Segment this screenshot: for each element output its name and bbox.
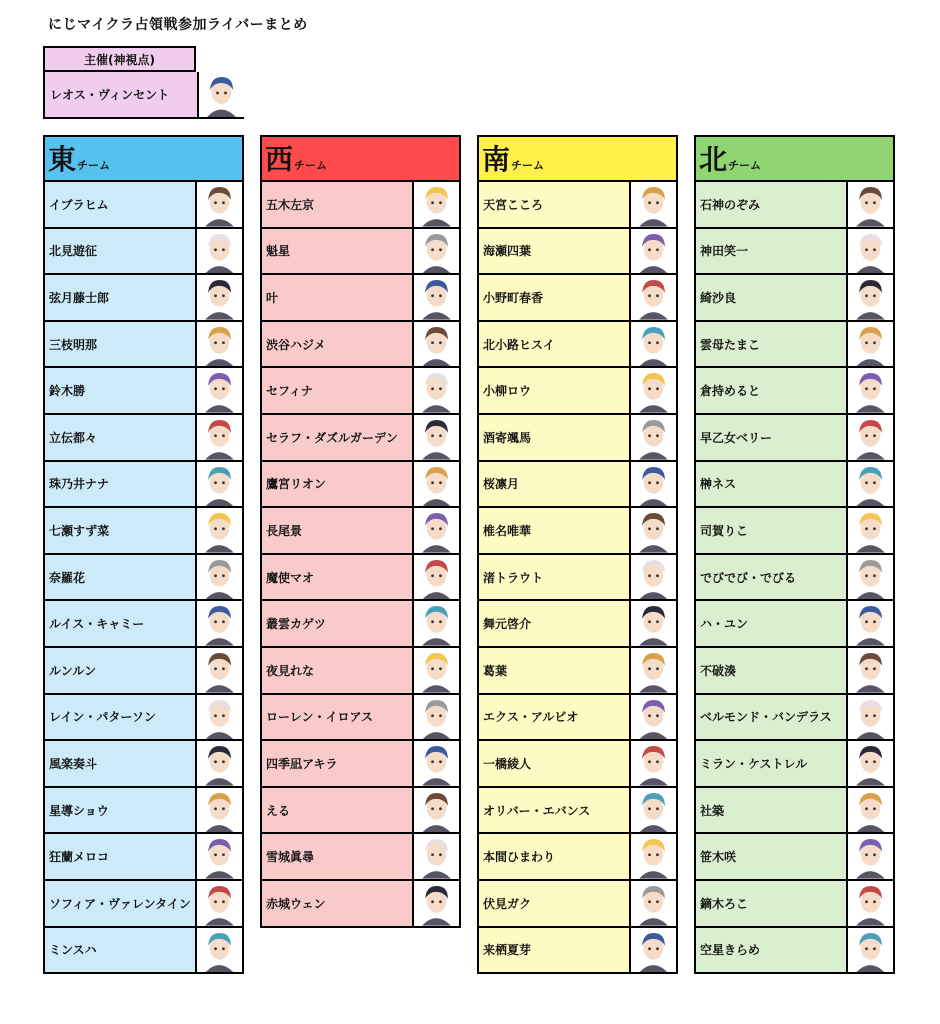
avatar [195, 182, 242, 227]
portrait-image [197, 555, 242, 600]
member-row [694, 229, 895, 276]
portrait-image [631, 881, 676, 926]
member-name: セラフ・ダズルガーデン [266, 430, 398, 445]
member-row [260, 555, 461, 602]
portrait-image [197, 695, 242, 740]
portrait-image [848, 322, 893, 367]
member-row [260, 322, 461, 369]
member-row [477, 508, 678, 555]
team-suffix: チーム [294, 159, 328, 172]
member-row [43, 508, 244, 555]
member-row [43, 368, 244, 415]
avatar [846, 462, 893, 507]
team-column [694, 135, 895, 974]
portrait-image [414, 695, 459, 740]
member-name: 雪城眞尋 [266, 850, 315, 865]
member-row [694, 462, 895, 509]
avatar [412, 229, 459, 274]
member-name: 狂蘭メロコ [49, 850, 110, 865]
member-name: ルイス・キャミー [49, 617, 145, 632]
member-name: 星導ショウ [49, 803, 109, 818]
portrait-image [197, 322, 242, 367]
avatar [629, 834, 676, 879]
member-name: 叢雲カゲツ [266, 617, 326, 632]
portrait-image [631, 788, 676, 833]
team-column [43, 135, 244, 974]
member-row [477, 555, 678, 602]
member-name: 石神のぞみ [700, 197, 761, 212]
member-row [43, 648, 244, 695]
member-row [694, 741, 895, 788]
avatar [195, 695, 242, 740]
avatar [195, 368, 242, 413]
avatar [846, 928, 893, 973]
avatar [195, 648, 242, 693]
member-name: ベルモンド・バンデラス [700, 710, 832, 725]
avatar [412, 741, 459, 786]
member-row [477, 648, 678, 695]
avatar [195, 462, 242, 507]
avatar [412, 275, 459, 320]
member-row [477, 695, 678, 742]
portrait-image [848, 881, 893, 926]
member-row [694, 881, 895, 928]
portrait-image [414, 415, 459, 460]
avatar [195, 508, 242, 553]
portrait-image [414, 555, 459, 600]
avatar [412, 834, 459, 879]
member-name: イブラヒム [49, 197, 109, 212]
portrait-image [631, 322, 676, 367]
member-name: 神田笑一 [700, 244, 749, 259]
avatar [629, 555, 676, 600]
member-row [43, 695, 244, 742]
avatar [846, 555, 893, 600]
member-row [694, 322, 895, 369]
avatar [195, 788, 242, 833]
avatar [195, 741, 242, 786]
member-name: 北見遊征 [49, 244, 98, 259]
member-name: ローレン・イロアス [266, 710, 373, 725]
portrait-image [631, 508, 676, 553]
member-row [477, 322, 678, 369]
portrait-image [631, 462, 676, 507]
portrait-image [631, 415, 676, 460]
member-row [260, 648, 461, 695]
avatar [846, 182, 893, 227]
member-name: 笹木咲 [700, 850, 737, 865]
portrait-image [197, 788, 242, 833]
avatar [195, 601, 242, 646]
member-name: 珠乃井ナナ [49, 477, 110, 492]
team-header [694, 135, 895, 182]
avatar [195, 881, 242, 926]
avatar [629, 182, 676, 227]
portrait-image [414, 741, 459, 786]
member-row [477, 462, 678, 509]
avatar [846, 834, 893, 879]
portrait-image [197, 182, 242, 227]
member-row [694, 834, 895, 881]
member-row [694, 601, 895, 648]
member-name: 空星きらめ [700, 943, 761, 958]
member-row [43, 601, 244, 648]
member-row [260, 834, 461, 881]
portrait-image [631, 834, 676, 879]
member-row [694, 182, 895, 229]
member-row [477, 741, 678, 788]
member-name: 小柳ロウ [483, 384, 532, 399]
member-name: ルンルン [49, 663, 97, 678]
avatar [629, 741, 676, 786]
portrait-image [414, 462, 459, 507]
member-name: 桜凛月 [483, 477, 520, 492]
member-name: 来栖夏芽 [483, 943, 532, 958]
avatar [412, 508, 459, 553]
member-row [694, 508, 895, 555]
member-row [694, 928, 895, 975]
host-row [43, 72, 244, 119]
avatar [629, 462, 676, 507]
member-name: 渋谷ハジメ [266, 337, 326, 352]
member-name: 小野町春香 [483, 290, 544, 305]
avatar [195, 555, 242, 600]
member-name: 雲母たまこ [700, 337, 761, 352]
member-name: 立伝都々 [49, 430, 98, 445]
avatar [412, 601, 459, 646]
host-header: 主催(神視点) [43, 46, 196, 72]
portrait-image [199, 72, 244, 117]
portrait-image [848, 229, 893, 274]
member-row [260, 508, 461, 555]
avatar [195, 275, 242, 320]
member-row [477, 368, 678, 415]
avatar [412, 695, 459, 740]
portrait-image [848, 834, 893, 879]
portrait-image [197, 462, 242, 507]
member-row [43, 741, 244, 788]
portrait-image [197, 648, 242, 693]
member-name: 五木左京 [266, 197, 315, 212]
member-name: 七瀬すず菜 [49, 523, 110, 538]
avatar [412, 462, 459, 507]
member-row [260, 415, 461, 462]
member-name: ミンスハ [49, 943, 97, 958]
avatar [195, 322, 242, 367]
member-name: 叶 [266, 290, 279, 305]
portrait-image [414, 275, 459, 320]
portrait-image [414, 182, 459, 227]
avatar [629, 928, 676, 973]
member-row [260, 881, 461, 928]
member-row [260, 275, 461, 322]
portrait-image [414, 834, 459, 879]
member-name: 弦月藤士郎 [49, 290, 110, 305]
avatar [412, 788, 459, 833]
avatar [629, 788, 676, 833]
member-name: 舞元啓介 [483, 617, 532, 632]
member-name: 本間ひまわり [483, 850, 556, 865]
member-row [43, 229, 244, 276]
portrait-image [631, 695, 676, 740]
portrait-image [414, 322, 459, 367]
host-name: レオス・ヴィンセント [50, 88, 170, 102]
portrait-image [848, 601, 893, 646]
member-row [260, 368, 461, 415]
member-row [694, 275, 895, 322]
portrait-image [197, 275, 242, 320]
member-name: オリバー・エバンス [483, 803, 591, 818]
avatar [629, 322, 676, 367]
portrait-image [848, 788, 893, 833]
avatar [412, 182, 459, 227]
member-name: える [266, 803, 291, 818]
portrait-image [848, 368, 893, 413]
member-row [477, 881, 678, 928]
avatar [197, 72, 244, 117]
portrait-image [414, 229, 459, 274]
member-name: セフィナ [266, 384, 314, 399]
member-name: 北小路ヒスイ [483, 337, 555, 352]
member-name: 伏見ガク [483, 896, 532, 911]
avatar [412, 368, 459, 413]
avatar [629, 415, 676, 460]
portrait-image [197, 229, 242, 274]
member-row [43, 555, 244, 602]
member-name: 奈羅花 [49, 570, 86, 585]
team-header [43, 135, 244, 182]
member-name: 鏑木ろこ [700, 896, 749, 911]
avatar [412, 555, 459, 600]
member-row [477, 229, 678, 276]
member-row [43, 462, 244, 509]
member-row [260, 601, 461, 648]
member-row [477, 788, 678, 835]
member-name: 綺沙良 [700, 290, 737, 305]
member-name: 海瀬四葉 [483, 244, 532, 259]
portrait-image [197, 881, 242, 926]
member-row [43, 788, 244, 835]
avatar [846, 788, 893, 833]
member-name: 天宮こころ [483, 197, 544, 212]
portrait-image [197, 928, 242, 973]
portrait-image [197, 601, 242, 646]
portrait-image [197, 741, 242, 786]
team-suffix: チーム [511, 159, 545, 172]
member-name: 一橋綾人 [483, 756, 532, 771]
team-suffix: チーム [77, 159, 111, 172]
portrait-image [414, 601, 459, 646]
member-row [477, 415, 678, 462]
member-row [260, 741, 461, 788]
portrait-image [414, 648, 459, 693]
avatar [846, 368, 893, 413]
member-row [43, 928, 244, 975]
avatar [846, 415, 893, 460]
portrait-image [414, 508, 459, 553]
portrait-image [414, 881, 459, 926]
member-row [694, 648, 895, 695]
member-name: 司賀りこ [700, 523, 749, 538]
portrait-image [631, 229, 676, 274]
team-header [477, 135, 678, 182]
portrait-image [631, 182, 676, 227]
member-row [43, 275, 244, 322]
avatar [629, 275, 676, 320]
member-name: 魁星 [266, 244, 291, 259]
avatar [412, 322, 459, 367]
member-name: 鷹宮リオン [266, 477, 326, 492]
avatar [846, 508, 893, 553]
avatar [629, 368, 676, 413]
member-name: 葛葉 [483, 663, 508, 678]
portrait-image [197, 415, 242, 460]
avatar [629, 229, 676, 274]
member-row [43, 834, 244, 881]
member-row [43, 182, 244, 229]
avatar [412, 881, 459, 926]
member-row [694, 695, 895, 742]
member-name: 不破湊 [700, 663, 737, 678]
member-name: エクス・アルビオ [483, 710, 579, 725]
member-row [477, 928, 678, 975]
member-name: 椎名唯華 [483, 523, 532, 538]
member-row [477, 834, 678, 881]
member-row [694, 415, 895, 462]
member-name: 四季凪アキラ [266, 756, 338, 771]
member-row [694, 368, 895, 415]
portrait-image [848, 508, 893, 553]
team-kanji: 北 [699, 143, 728, 176]
member-name: 渚トラウト [483, 570, 544, 585]
avatar [412, 648, 459, 693]
member-name: 倉持めると [700, 384, 761, 399]
avatar [846, 881, 893, 926]
avatar [629, 695, 676, 740]
member-row [260, 695, 461, 742]
member-row [43, 415, 244, 462]
portrait-image [414, 788, 459, 833]
team-suffix: チーム [728, 159, 762, 172]
avatar [846, 648, 893, 693]
portrait-image [631, 275, 676, 320]
member-row [694, 788, 895, 835]
avatar [195, 229, 242, 274]
avatar [846, 275, 893, 320]
portrait-image [197, 508, 242, 553]
avatar [195, 834, 242, 879]
portrait-image [848, 648, 893, 693]
portrait-image [197, 834, 242, 879]
member-name: 酒寄颯馬 [483, 430, 532, 445]
portrait-image [631, 368, 676, 413]
portrait-image [414, 368, 459, 413]
portrait-image [848, 555, 893, 600]
avatar [629, 881, 676, 926]
avatar [846, 741, 893, 786]
team-header [260, 135, 461, 182]
member-name: 早乙女ベリー [700, 430, 773, 445]
avatar [629, 508, 676, 553]
member-name: 鈴木勝 [49, 384, 86, 399]
member-row [477, 275, 678, 322]
team-kanji: 東 [48, 143, 77, 176]
portrait-image [848, 182, 893, 227]
member-name: 榊ネス [700, 477, 737, 492]
member-name: 風楽奏斗 [49, 756, 98, 771]
member-row [43, 881, 244, 928]
avatar [846, 695, 893, 740]
avatar [629, 601, 676, 646]
avatar [195, 928, 242, 973]
avatar [195, 415, 242, 460]
avatar [629, 648, 676, 693]
member-name: でびでび・でびる [700, 570, 797, 585]
member-name: 長尾景 [266, 523, 303, 538]
page-title: にじマイクラ占領戦参加ライバーまとめ [48, 17, 308, 33]
portrait-image [848, 695, 893, 740]
member-name: レイン・パターソン [49, 710, 156, 725]
portrait-image [848, 928, 893, 973]
member-row [477, 182, 678, 229]
member-row [260, 462, 461, 509]
member-name: 三枝明那 [49, 337, 98, 352]
member-row [694, 555, 895, 602]
member-name: 魔使マオ [266, 570, 315, 585]
member-row [43, 322, 244, 369]
portrait-image [631, 601, 676, 646]
avatar [846, 229, 893, 274]
avatar [846, 322, 893, 367]
member-name: 赤城ウェン [266, 896, 326, 911]
team-column [260, 135, 461, 928]
portrait-image [848, 275, 893, 320]
member-name: 社築 [700, 803, 725, 818]
team-kanji: 西 [265, 143, 294, 176]
portrait-image [631, 555, 676, 600]
portrait-image [848, 415, 893, 460]
avatar [846, 601, 893, 646]
portrait-image [848, 462, 893, 507]
member-name: ミラン・ケストレル [700, 756, 808, 771]
team-kanji: 南 [482, 143, 511, 176]
member-row [260, 182, 461, 229]
member-row [477, 601, 678, 648]
avatar [412, 415, 459, 460]
team-column [477, 135, 678, 974]
portrait-image [848, 741, 893, 786]
member-row [260, 229, 461, 276]
portrait-image [631, 648, 676, 693]
member-row [260, 788, 461, 835]
portrait-image [631, 928, 676, 973]
portrait-image [197, 368, 242, 413]
portrait-image [631, 741, 676, 786]
member-name: ハ・ユン [700, 617, 749, 632]
member-name: ソフィア・ヴァレンタイン [49, 896, 191, 911]
member-name: 夜見れな [266, 663, 315, 678]
